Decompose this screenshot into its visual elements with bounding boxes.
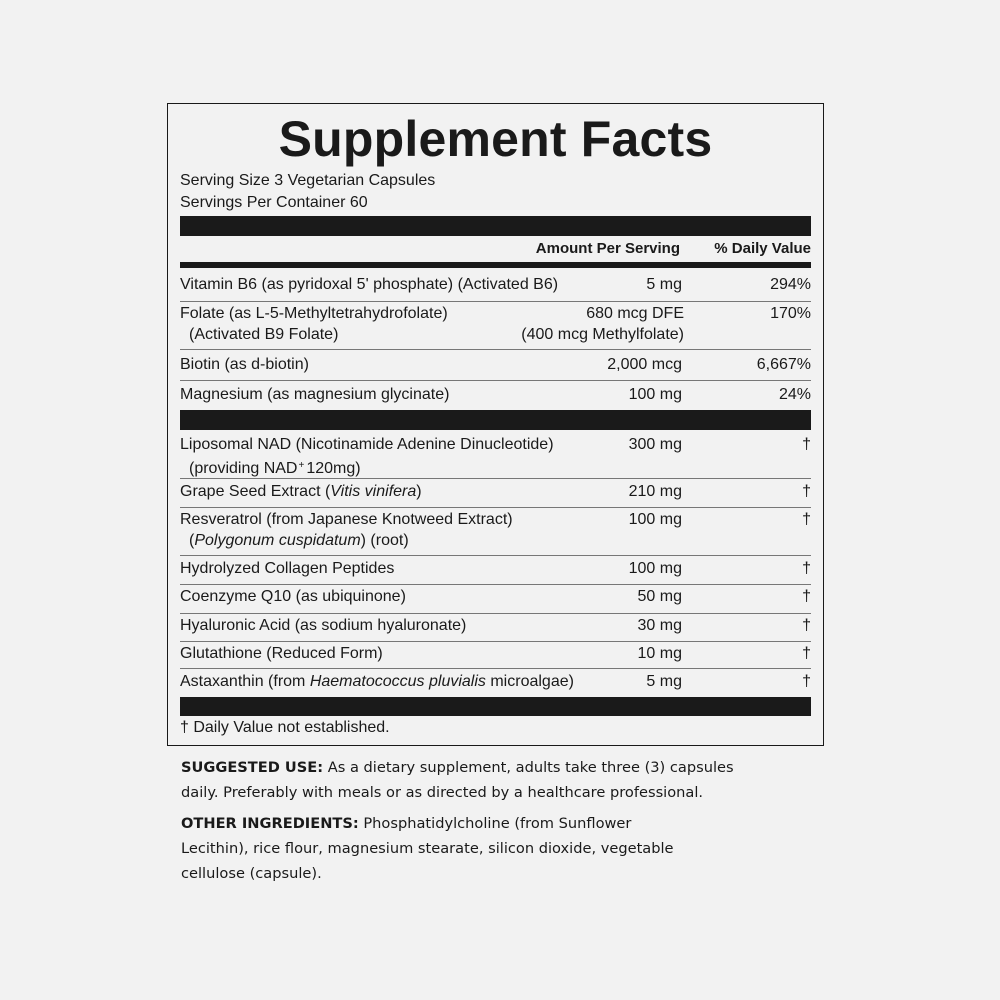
nutrient-name: Hydrolyzed Collagen Peptides <box>180 560 395 577</box>
suggested-use-label: SUGGESTED USE: <box>181 759 324 776</box>
nutrient-daily-value: 170% <box>770 305 811 322</box>
nutrient-amount: 210 mg <box>628 483 682 500</box>
divider-medium <box>180 262 811 268</box>
nutrient-row <box>180 586 811 614</box>
nutrient-amount: 300 mg <box>628 436 682 453</box>
header-daily-value: % Daily Value <box>714 240 811 257</box>
panel-title: Supplement Facts <box>278 111 713 167</box>
divider-thick <box>180 410 811 430</box>
nutrient-daily-value: † <box>802 617 811 634</box>
nutrient-daily-value: † <box>802 483 811 500</box>
nutrient-daily-value: 294% <box>770 276 811 293</box>
nutrient-daily-value: 24% <box>778 386 811 403</box>
nutrient-row <box>180 274 811 302</box>
nutrient-name-line2: (providing NAD+ 120mg) <box>189 460 361 477</box>
nutrient-name: Vitamin B6 (as pyridoxal 5' phosphate) (Activated B6) <box>180 276 559 293</box>
nutrient-row <box>180 615 811 642</box>
other-ingredients-text-1: Phosphatidylcholine (from Sunflower <box>358 815 632 832</box>
nutrient-row <box>180 303 811 350</box>
nutrient-row <box>180 509 811 556</box>
nutrient-amount: 5 mg <box>646 673 682 690</box>
nutrient-amount: 50 mg <box>637 588 682 605</box>
nutrient-amount: 100 mg <box>628 560 682 577</box>
header-amount-per-serving: Amount Per Serving <box>535 240 680 257</box>
nutrient-name <box>180 509 513 551</box>
nutrient-name-line1: Resveratrol (from Japanese Knotweed Extract) <box>180 511 513 528</box>
nutrient-row <box>180 558 811 585</box>
nutrient-name: Astaxanthin (from Haematococcus pluvialis microalgae) <box>180 673 574 690</box>
nutrient-amount-line1: 680 mcg DFE <box>586 305 684 322</box>
other-ingredients-text-3: cellulose (capsule). <box>181 865 322 882</box>
other-ingredients-label: OTHER INGREDIENTS: <box>181 815 359 832</box>
nutrient-name: Coenzyme Q10 (as ubiquinone) <box>180 588 406 605</box>
nutrient-amount: 100 mg <box>628 386 682 403</box>
nutrient-daily-value: † <box>802 436 811 453</box>
nutrient-name-line1: Liposomal NAD (Nicotinamide Adenine Dinucleotide) <box>180 436 554 453</box>
supplement-facts-panel <box>167 103 824 746</box>
nutrient-name: Hyaluronic Acid (as sodium hyaluronate) <box>180 617 467 634</box>
nutrient-name <box>180 303 448 345</box>
nutrient-daily-value: † <box>802 588 811 605</box>
nutrient-daily-value: † <box>802 645 811 662</box>
nutrient-daily-value: † <box>802 511 811 528</box>
nutrient-name-line2: (Polygonum cuspidatum) (root) <box>189 532 409 549</box>
nutrient-name-line1: Folate (as L-5-Methyltetrahydrofolate) <box>180 305 448 322</box>
nutrient-row <box>180 643 811 669</box>
nutrient-daily-value: 6,667% <box>756 356 811 373</box>
nutrient-row <box>180 434 811 479</box>
footnote: † Daily Value not established. <box>180 719 390 736</box>
suggested-use-text-2: daily. Preferably with meals or as directed by a healthcare professional. <box>181 784 704 801</box>
nutrient-amount: 100 mg <box>628 511 682 528</box>
nutrient-amount: 30 mg <box>637 617 682 634</box>
nutrient-name-line2: (Activated B9 Folate) <box>189 326 339 343</box>
nutrient-row <box>180 354 811 381</box>
servings-per-container: Servings Per Container 60 <box>180 194 368 211</box>
divider-thick <box>180 216 811 236</box>
nutrient-name: Magnesium (as magnesium glycinate) <box>180 386 450 403</box>
divider-thick <box>180 697 811 716</box>
nutrient-amount: 5 mg <box>646 276 682 293</box>
nutrient-amount: 2,000 mcg <box>607 356 682 373</box>
nutrient-name: Glutathione (Reduced Form) <box>180 645 383 662</box>
other-ingredients <box>181 811 801 886</box>
nutrient-row <box>180 671 811 695</box>
nutrient-amount <box>521 303 684 345</box>
nutrient-amount: 10 mg <box>637 645 682 662</box>
nutrient-amount-line2: (400 mcg Methylfolate) <box>521 326 684 343</box>
nutrient-daily-value: † <box>802 560 811 577</box>
nutrient-daily-value: † <box>802 673 811 690</box>
nutrient-name: Biotin (as d-biotin) <box>180 356 309 373</box>
nutrient-row <box>180 481 811 508</box>
suggested-use-text-1: As a dietary supplement, adults take three (3) capsules <box>323 759 734 776</box>
suggested-use <box>181 755 821 805</box>
nutrient-name <box>180 434 554 479</box>
serving-size: Serving Size 3 Vegetarian Capsules <box>180 172 436 189</box>
nutrient-name: Grape Seed Extract (Vitis vinifera) <box>180 483 422 500</box>
nutrient-row <box>180 384 811 408</box>
other-ingredients-text-2: Lecithin), rice flour, magnesium stearate, silicon dioxide, vegetable <box>181 840 674 857</box>
